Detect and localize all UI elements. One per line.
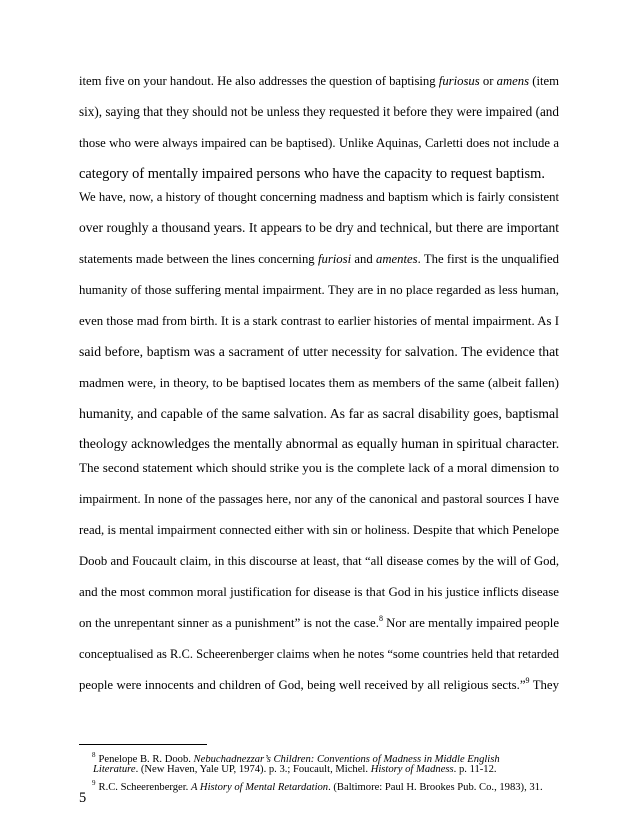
- body-line-13: theology acknowledges the mentally abnormal as equally human in spiritual character.: [79, 437, 560, 452]
- footnote-mark: 8: [92, 751, 96, 759]
- body-line-12: humanity, and capable of the same salvation. As far as sacral disability goes, baptismal: [79, 406, 559, 421]
- body-line-14: The second statement which should strike you is the complete lack of a moral dimension to: [79, 460, 559, 475]
- footnote-mark: 9: [92, 779, 96, 787]
- footnote-9: $^9$ R.C. Scheerenberger. A History of Mental Retardation. (Baltimore: Paul H. Brookes Pub. Co., 1983), 31.: [92, 779, 543, 793]
- body-line-5: We have, now, a history of thought concerning madness and baptism which is fairly consistent: [79, 190, 559, 204]
- body-line-2: six), saying that they should not be unless they requested it before they were impaired (and: [79, 104, 559, 119]
- page-number: 5: [79, 790, 87, 806]
- body-line-4: category of mentally impaired persons who have the capacity to request baptism.: [79, 166, 545, 182]
- body-line-15: impairment. In none of the passages here, nor any of the canonical and pastoral sources I have: [79, 492, 559, 506]
- body-line-16: read, is mental impairment connected either with sin or holiness. Despite that which Penelope: [79, 523, 560, 537]
- body-line-18: and the most common moral justification for disease is that God in his justice inflicts disease: [79, 585, 559, 599]
- body-line-7: statements made between the lines concerning furiosi and amentes. The first is the unqualified: [79, 252, 559, 266]
- footnote-ref-8[interactable]: 8: [378, 614, 383, 623]
- footnote-8: $^8$ Penelope B. R. Doob. Nebuchadnezzar’s Children: Conventions of Madness in Middle English: [92, 751, 500, 765]
- footnote-ref-9[interactable]: 9: [525, 676, 530, 685]
- footnote-separator: [79, 744, 207, 745]
- body-line-17: Doob and Foucault claim, in this discourse at least, that “all disease comes by the will of God,: [79, 554, 559, 568]
- body-line-1: item five on your handout. He also addresses the question of baptising furiosus or amens (item: [79, 74, 559, 88]
- footnote-8-continued: Literature. (New Haven, Yale UP, 1974). p. 3.; Foucault, Michel. History of Madness. p. 11-12.: [93, 764, 497, 775]
- body-line-19: on the unrepentant sinner as a punishment” is not the case.$^8$ Nor are mentally impaired people: [79, 614, 560, 630]
- body-line-9: even those mad from birth. It is a stark contrast to earlier histories of mental impairment. As I: [79, 314, 559, 328]
- body-line-3: those who were always impaired can be baptised). Unlike Aquinas, Carletti does not include a: [79, 136, 559, 150]
- body-line-20: conceptualised as R.C. Scheerenberger claims when he notes “some countries held that retarded: [79, 647, 559, 661]
- body-line-6: over roughly a thousand years. It appears to be dry and technical, but there are important: [79, 220, 559, 235]
- body-line-8: humanity of those suffering mental impairment. They are in no place regarded as less human,: [79, 283, 559, 297]
- body-line-21: people were innocents and children of God, being well received by all religious sects.”$^9$ They: [79, 676, 559, 692]
- body-line-11: madmen were, in theory, to be baptised locates them as members of the same (albeit fallen): [79, 375, 559, 390]
- body-line-10: said before, baptism was a sacrament of utter necessity for salvation. The evidence that: [79, 344, 559, 359]
